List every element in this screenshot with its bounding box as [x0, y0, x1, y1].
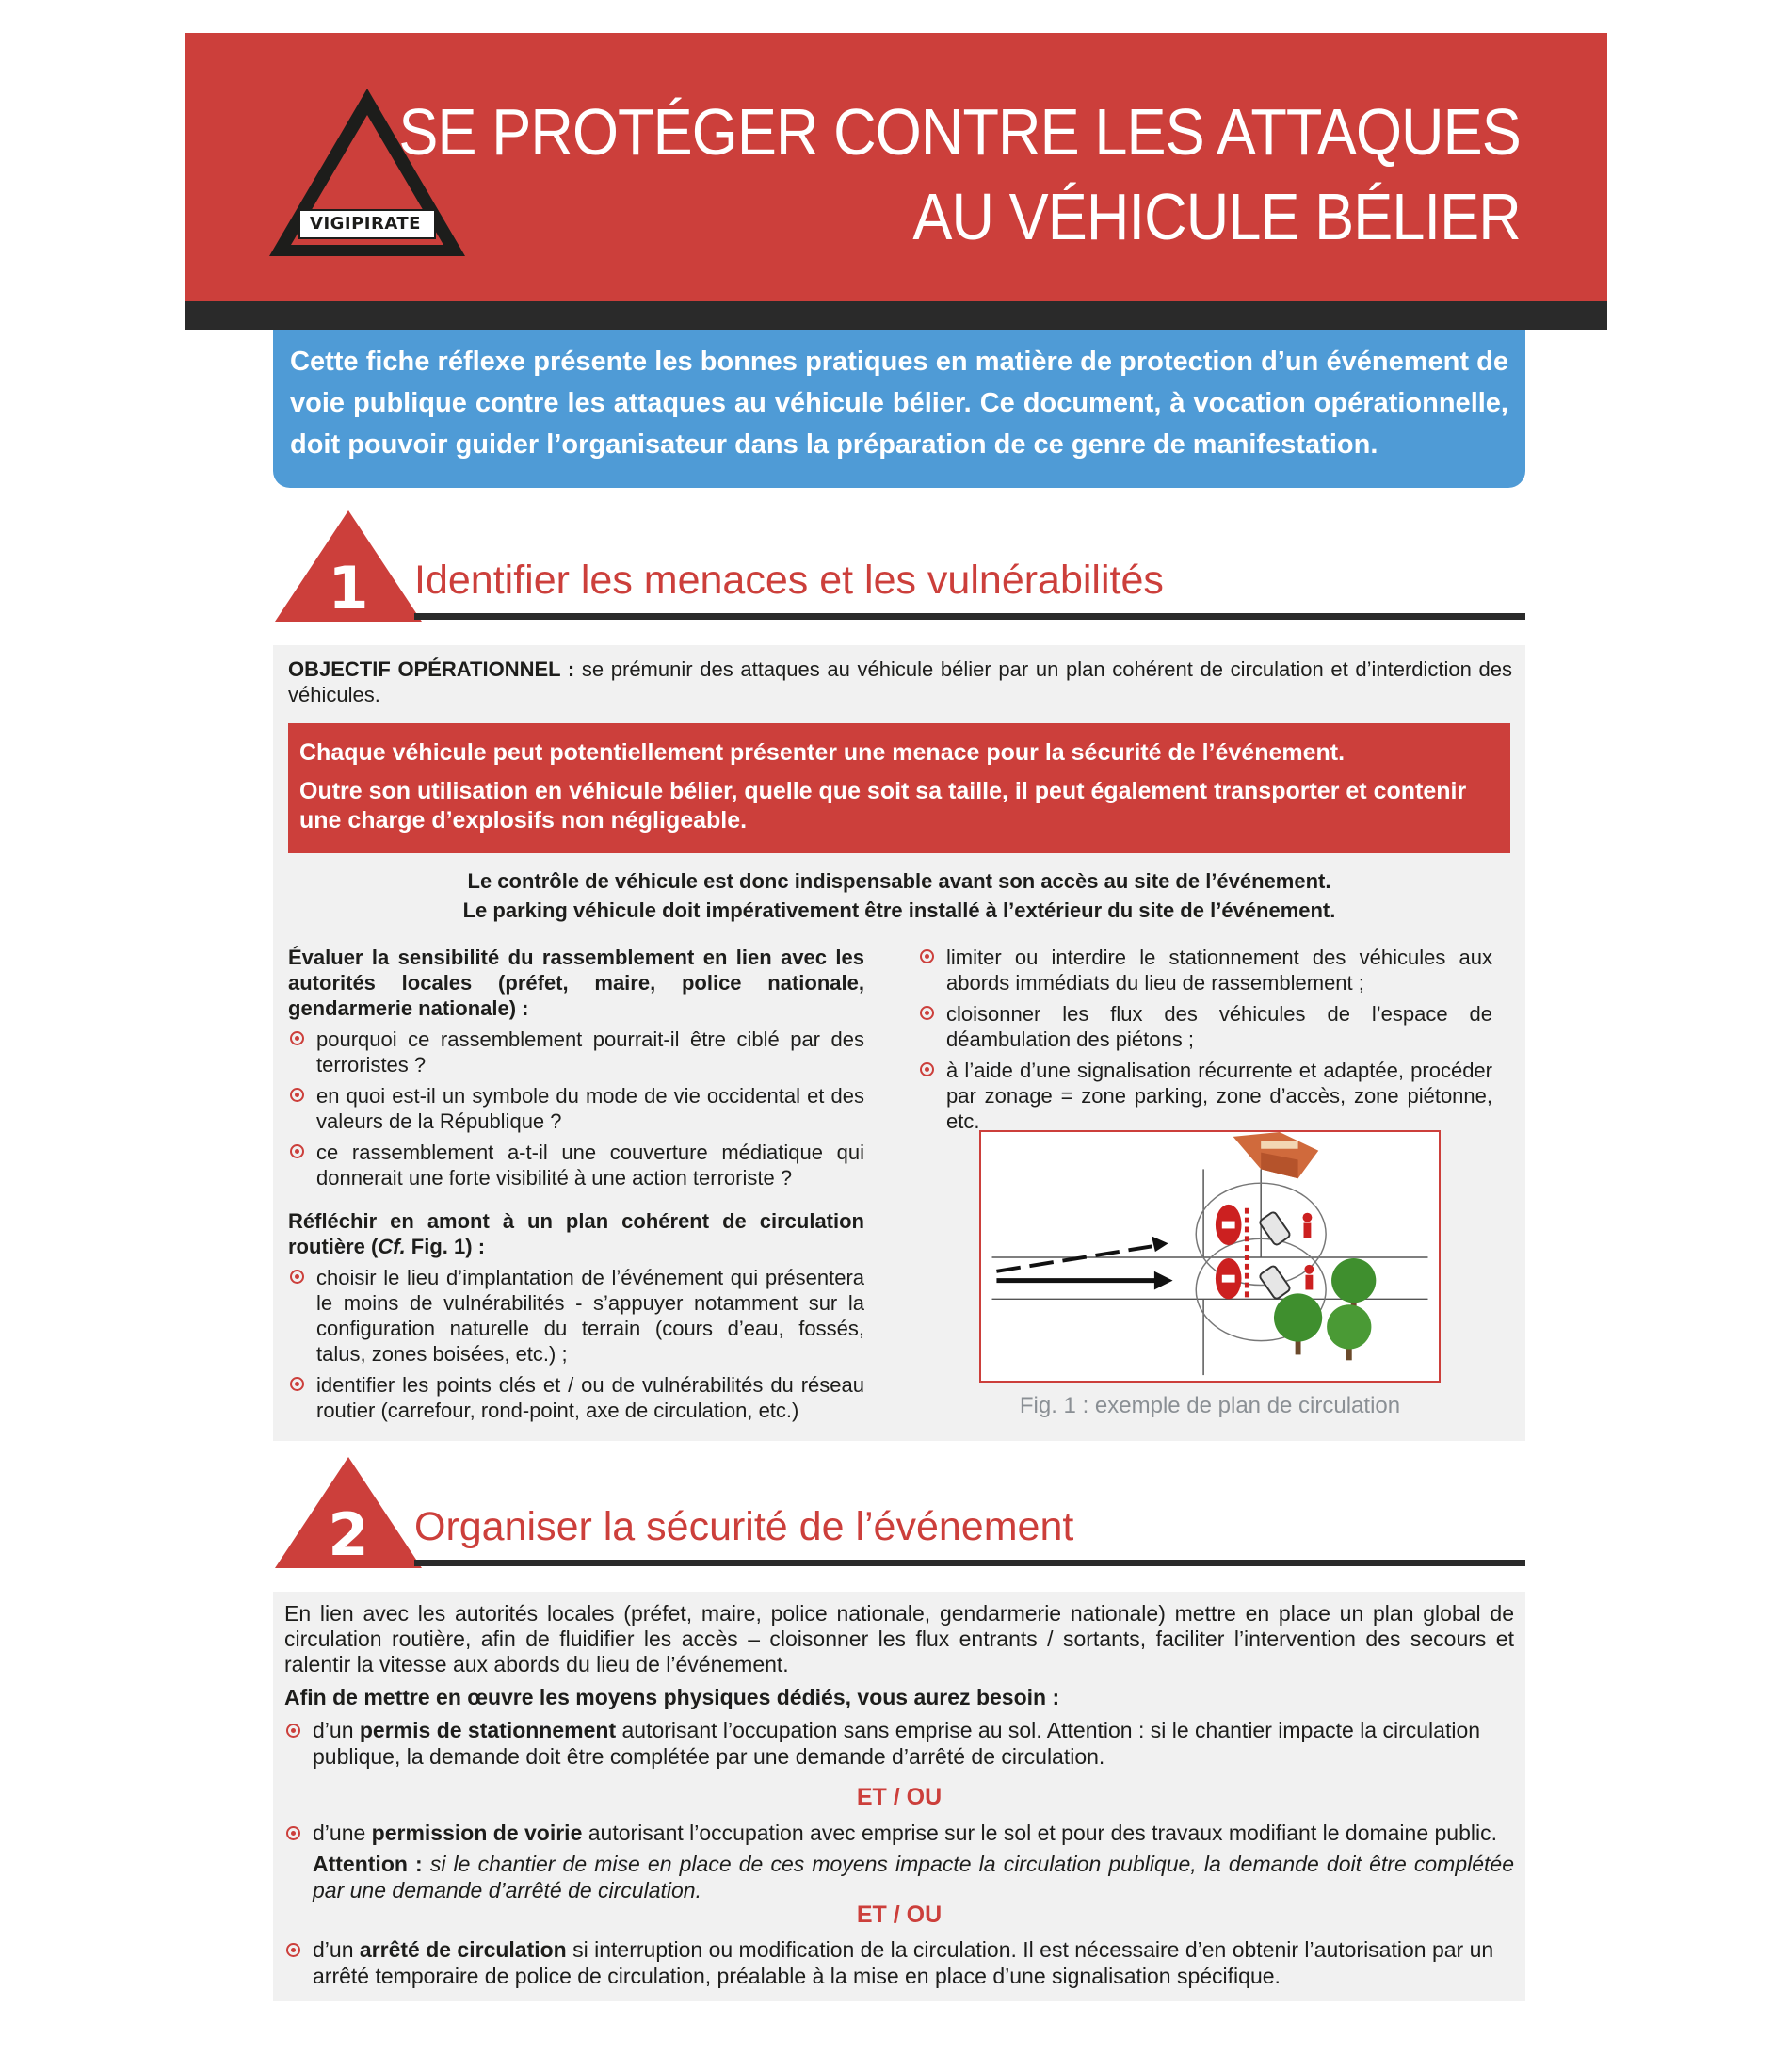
vigipirate-logo-label: VIGIPIRATE	[310, 214, 421, 234]
bullet-icon	[286, 1826, 300, 1840]
section-2-title: Organiser la sécurité de l’événement	[414, 1504, 1074, 1549]
list-item: choisir le lieu d’implantation de l’événement qui présentera le moins de vulnérabilités - s’appuyer notamment sur la configuration naturelle du terrain (cours d’eau, fossés, talus, zones boisées, etc.) ;	[288, 1265, 864, 1367]
bullet-icon	[920, 1062, 934, 1076]
building-icon	[1233, 1132, 1319, 1178]
evaluer-list	[288, 1027, 864, 1190]
evaluer-block	[288, 945, 864, 1190]
no-entry-sign-icon	[1216, 1205, 1242, 1245]
section-2-rule	[414, 1560, 1525, 1566]
bullet-icon	[290, 1088, 304, 1102]
pedestrian-icon	[1303, 1213, 1313, 1238]
attention-label: Attention :	[313, 1852, 423, 1876]
page-title	[398, 89, 1521, 259]
objectif-label: OBJECTIF OPÉRATIONNEL :	[288, 657, 575, 681]
bullet-icon	[286, 1724, 300, 1738]
traffic-plan-figure	[979, 1130, 1441, 1383]
objectif-text: se prémunir des attaques au véhicule bélier par un plan cohérent de circulation et d’interdiction des véhicules.	[288, 657, 1513, 706]
reflechir-lead: Réfléchir en amont à un plan cohérent de circulation routière (Cf. Fig. 1) :	[288, 1209, 864, 1258]
page-title-line-1: SE PROTÉGER CONTRE LES ATTAQUES	[398, 95, 1521, 169]
tree-icon	[1331, 1258, 1376, 1310]
evaluer-lead: Évaluer la sensibilité du rassemblement en lien avec les autorités locales (préfet, maire, police nationale, gendarmerie nationale) :	[288, 946, 864, 1020]
objectif-operationnel	[288, 656, 1512, 707]
solid-arrow-icon	[996, 1271, 1172, 1290]
bullet-icon	[920, 949, 934, 963]
section-2-intro: En lien avec les autorités locales (préfet, maire, police nationale, gendarmerie nationale) mettre en place un plan global de circulation routière, afin de fluidifier les accès – cloisonner les flux entrants / sortants, faciliter l’intervention des secours et ralentir la vitesse aux abords du lieu de l’événement.	[284, 1601, 1514, 1676]
bullet-icon	[290, 1270, 304, 1284]
list-item: cloisonner les flux des véhicules de l’espace de déambulation des piétons ;	[918, 1001, 1492, 1052]
section-1-rule	[414, 613, 1525, 620]
bullet-icon	[290, 1144, 304, 1158]
threat-alert-line-2: Outre son utilisation en véhicule bélier, quelle que soit sa taille, il peut également transporter et contenir une charge d’explosifs non négligeable.	[299, 778, 1467, 834]
et-ou-separator: ET / OU	[856, 1784, 943, 1810]
section-2-header	[273, 1455, 1525, 1568]
tree-icon	[1274, 1293, 1322, 1354]
bullet-icon	[286, 1943, 300, 1957]
attention-note	[313, 1851, 1514, 1903]
pedestrian-icon	[1304, 1265, 1314, 1290]
vehicle-control-notice	[288, 866, 1510, 925]
reflechir-block	[288, 1208, 864, 1423]
no-entry-sign-icon	[1216, 1258, 1242, 1299]
bullet-icon	[290, 1377, 304, 1391]
section-1-header	[273, 509, 1525, 622]
bullet-icon	[920, 1006, 934, 1020]
page-title-line-2: AU VÉHICULE BÉLIER	[912, 180, 1521, 253]
list-item: d’un permis de stationnement autorisant l’occupation sans emprise au sol. Attention : si le chantier impacte la circulation publique, la demande doit être complétée par une demande d’arrêté de circulation.	[284, 1717, 1514, 1770]
dashed-arrow-icon	[996, 1236, 1168, 1271]
header-underbar	[185, 301, 1607, 330]
reflechir-list	[288, 1265, 864, 1423]
section-1-title: Identifier les menaces et les vulnérabilités	[414, 558, 1164, 603]
figure-caption: Fig. 1 : exemple de plan de circulation	[1019, 1393, 1401, 1418]
threat-alert-box	[288, 723, 1510, 853]
requirement-permission-voirie	[284, 1820, 1514, 1846]
section-2-lead: Afin de mettre en œuvre les moyens physiques dédiés, vous aurez besoin :	[284, 1685, 1060, 1709]
list-item: à l’aide d’une signalisation récurrente et adaptée, procéder par zonage = zone parking, zone d’accès, zone piétonne, etc.	[918, 1058, 1492, 1134]
list-item: ce rassemblement a-t-il une couverture médiatique qui donnerait une forte visibilité à une action terroriste ?	[288, 1140, 864, 1190]
right-column-list	[918, 939, 1492, 1134]
tree-icon	[1327, 1304, 1371, 1360]
bullet-icon	[290, 1031, 304, 1045]
requirement-permis-stationnement	[284, 1717, 1514, 1770]
requirement-arrete-circulation	[284, 1936, 1514, 1989]
list-item: limiter ou interdire le stationnement des véhicules aux abords immédiats du lieu de rassemblement ;	[918, 945, 1492, 996]
attention-text: si le chantier de mise en place de ces moyens impacte la circulation publique, la demande doit être complétée par une demande d’arrêté de circulation.	[313, 1852, 1514, 1902]
vehicle-control-line-1: Le contrôle de véhicule est donc indispensable avant son accès au site de l’événement.	[467, 869, 1331, 893]
section-1-number: 1	[328, 554, 369, 623]
car-icon	[1259, 1211, 1291, 1246]
car-icon	[1259, 1265, 1291, 1300]
list-item: en quoi est-il un symbole du mode de vie occidental et des valeurs de la République ?	[288, 1083, 864, 1134]
intro-box: Cette fiche réflexe présente les bonnes pratiques en matière de protection d’un événement de voie publique contre les attaques au véhicule bélier. Ce document, à vocation opérationnelle, doit pouvoir guider l’organisateur dans la préparation de ce genre de manifestation.	[273, 330, 1525, 488]
list-item: pourquoi ce rassemblement pourrait-il être ciblé par des terroristes ?	[288, 1027, 864, 1077]
vehicle-control-line-2: Le parking véhicule doit impérativement être installé à l’extérieur du site de l’événement.	[462, 898, 1336, 922]
section-2-number: 2	[328, 1500, 369, 1569]
list-item: d’une permission de voirie autorisant l’occupation avec emprise sur le sol et pour des travaux modifiant le domaine public.	[284, 1820, 1514, 1846]
et-ou-separator: ET / OU	[856, 1902, 943, 1928]
threat-alert-line-1: Chaque véhicule peut potentiellement présenter une menace pour la sécurité de l’événement.	[299, 739, 1346, 766]
list-item: d’un arrêté de circulation si interruption ou modification de la circulation. Il est nécessaire d’en obtenir l’autorisation par un arrêté temporaire de police de circulation, préalable à la mise en place d’une signalisation spécifique.	[284, 1936, 1514, 1989]
list-item: identifier les points clés et / ou de vulnérabilités du réseau routier (carrefour, rond-point, axe de circulation, etc.)	[288, 1372, 864, 1423]
